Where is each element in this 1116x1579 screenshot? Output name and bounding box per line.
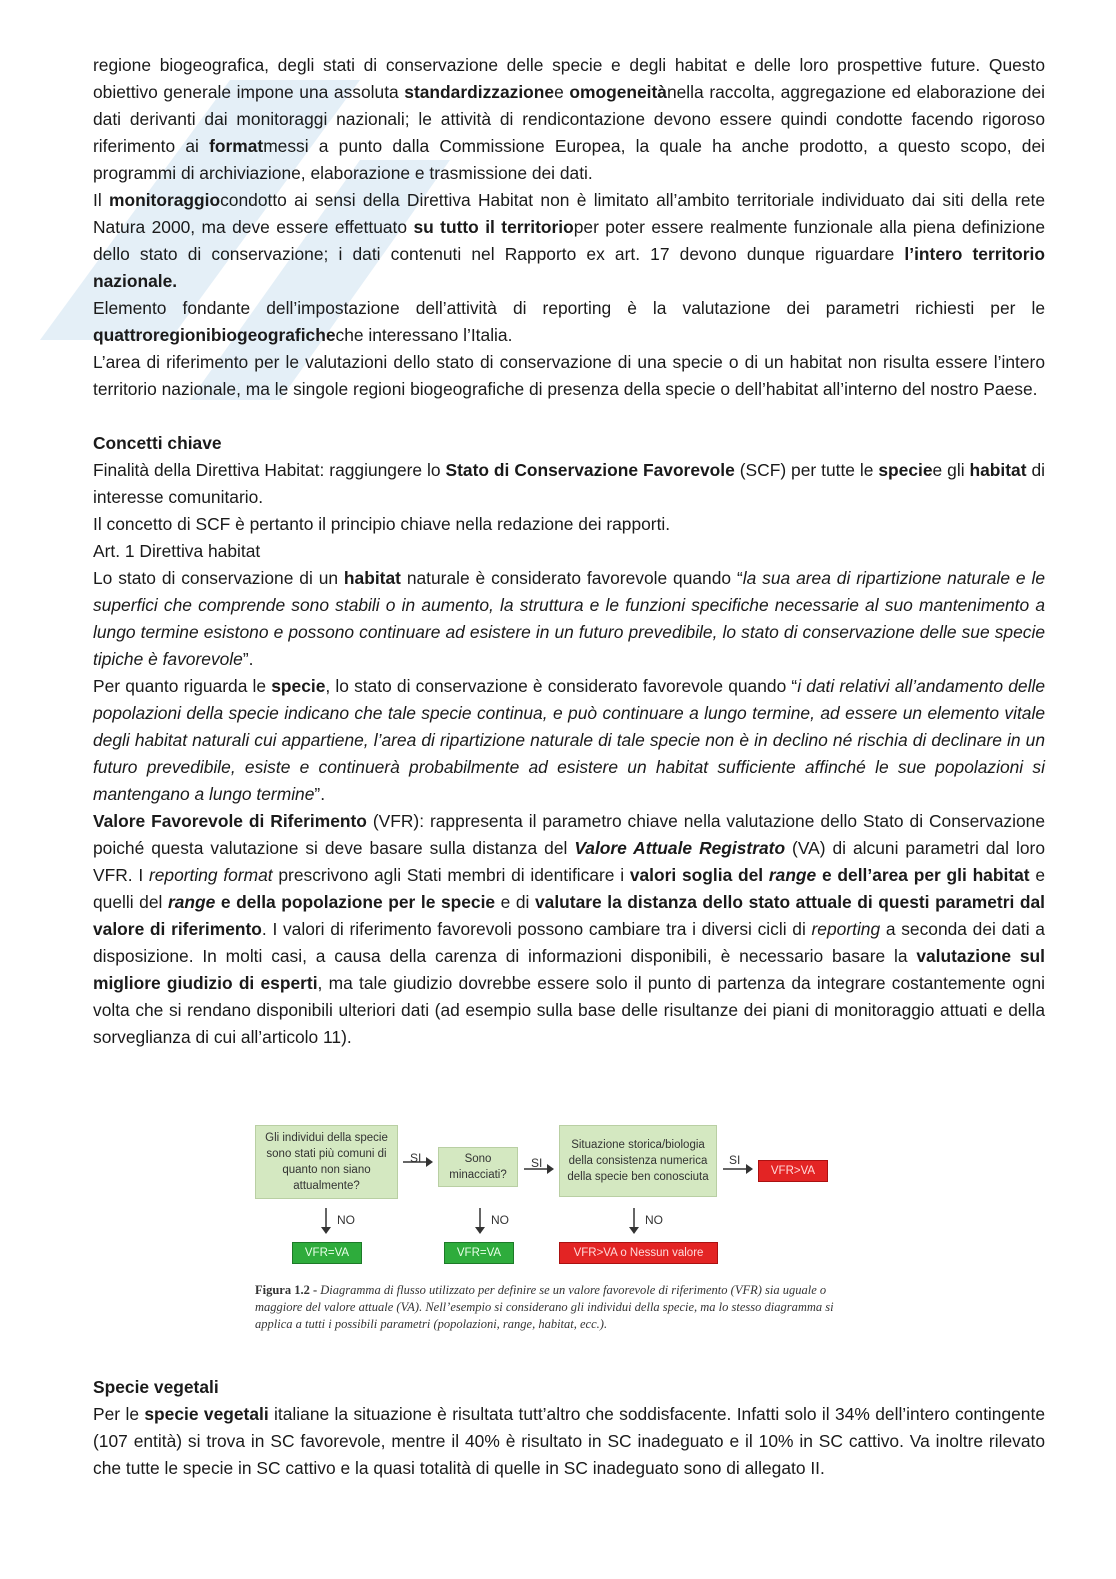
no-label: NO (491, 1213, 509, 1227)
bold-text: l’intero territorio nazionale. (93, 244, 1045, 291)
text: Per le (93, 1404, 145, 1424)
text: Finalità della Direttiva Habitat: raggiungere lo (93, 460, 446, 480)
bold-text: monitoraggio (109, 190, 221, 210)
flow-box-3: Situazione storica/biologia della consistenza numerica della specie ben conosciuta (559, 1125, 717, 1197)
text: ”. (242, 649, 254, 669)
result-vfr-or-none: VFR>VA o Nessun valore (559, 1242, 718, 1264)
flow-box-2: Sono minacciati? (438, 1147, 518, 1187)
bold-text: Stato di Conservazione Favorevole (445, 460, 735, 480)
text: prescrivono agli Stati membri di identificare i (272, 865, 630, 885)
vegetali-paragraph (93, 1401, 1045, 1482)
text: e quelli del (93, 865, 1045, 912)
no-label: NO (337, 1213, 355, 1227)
text: e (554, 82, 570, 102)
bold-italic-text: range (167, 892, 216, 912)
italic-quote: la sua area di ripartizione naturale e le superfici che comprende sono stabili o in aumento, la struttura e le funzioni specifiche necessarie al suo mantenimento a lungo termine esistono e possono continuare ad esistere in un futuro prevedibile, lo stato di conservazione delle sue specie tipiche è favorevole (93, 568, 1045, 669)
yes-label: SI (729, 1153, 741, 1167)
bold-italic-text: range (768, 865, 817, 885)
bold-text: Valore Favorevole di Riferimento (93, 811, 367, 831)
bold-text: standardizzazione (404, 82, 555, 102)
text: e gli (932, 460, 970, 480)
concetti-paragraph-1 (93, 457, 1045, 511)
bold-text: habitat (969, 460, 1027, 480)
bold-text: su tutto il territorio (413, 217, 574, 237)
heading-concetti-chiave: Concetti chiave (93, 433, 222, 453)
concetti-paragraph-5 (93, 673, 1045, 808)
text: condotto ai sensi della Direttiva Habitat non è limitato all’ambito territoriale individuato dai siti della rete Natura 2000, ma deve essere effettuato (93, 190, 1045, 237)
text: naturale è considerato favorevole quando “ (400, 568, 743, 588)
italic-quote: i dati relativi all’andamento delle popolazioni della specie indicano che tale specie continua, e può continuare a lungo termine, ad essere un elemento vitale degli habitat naturali cui appartiene, l’area di ripartizione naturale di tale specie non è in declino né rischia di declinare in un futuro prevedibile, esiste e continuerà probabilmente ad esistere un habitat sufficiente affinché le sue popolazioni si mantengano a lungo termine (93, 676, 1045, 804)
arrow-down-icon (473, 1207, 487, 1235)
bold-text: omogeneità (569, 82, 667, 102)
flow-box-1: Gli individui della specie sono stati più comuni di quanto non siano attualmente? (255, 1125, 398, 1199)
text: (VA) di alcuni parametri dal loro VFR. I (93, 838, 1045, 885)
figure-caption (255, 1282, 845, 1333)
bold-text: valutazione sul migliore giudizio di esperti (93, 946, 1045, 993)
result-vfr-eq-va: VFR=VA (444, 1242, 514, 1264)
text: , ma tale giudizio dovrebbe essere solo il punto di partenza da integrare costantemente ogni volta che si rendano disponibili ulteriori dati (ad esempio sulla base delle risultanze dei piani di monitoraggio attuati e della sorveglianza di cui all’articolo 11). (93, 973, 1045, 1047)
text: messi a punto dalla Commissione Europea, la quale ha anche prodotto, a questo scopo, dei programmi di archiviazione, elaborazione e trasmissione dei dati. (93, 136, 1045, 183)
text: , lo stato di conservazione è considerato favorevole quando “ (325, 676, 798, 696)
concetti-paragraph-6 (93, 808, 1045, 1051)
bold-italic-text: Valore Attuale Registrato (574, 838, 786, 858)
italic-text: reporting format (148, 865, 273, 885)
text: Il (93, 190, 109, 210)
text: Per quanto riguarda le (93, 676, 272, 696)
bold-text: specie vegetali (144, 1404, 269, 1424)
bold-text: quattroregionibiogeografiche (93, 325, 336, 345)
text: per poter essere realmente funzionale alla piena definizione dello stato di conservazione; i dati contenuti nel Rapporto ex art. 17 devono dunque riguardare (93, 217, 1045, 264)
caption-label: Figura 1.2 - (255, 1283, 321, 1297)
text: Elemento fondante dell’impostazione dell’attività di reporting è la valutazione dei parametri richiesti per le (93, 298, 1045, 318)
yes-label: SI (531, 1156, 543, 1170)
text: di interesse comunitario. (93, 460, 1045, 507)
bold-text: specie (878, 460, 933, 480)
specie-vegetali-section (93, 1374, 1045, 1482)
bold-text: e della popolazione per le specie (215, 892, 496, 912)
result-vfr-eq-va: VFR=VA (292, 1242, 362, 1264)
bold-text: valori soglia del (629, 865, 769, 885)
heading-specie-vegetali: Specie vegetali (93, 1377, 219, 1397)
text: e di (495, 892, 535, 912)
text: nella raccolta, aggregazione ed elaborazione dei dati derivanti dai monitoraggi nazionali; le attività di rendicontazione devono essere quindi condotte facendo rigoroso riferimento ai (93, 82, 1045, 156)
text: Lo stato di conservazione di un (93, 568, 344, 588)
arrow-down-icon (319, 1207, 333, 1235)
concetti-paragraph-3: Art. 1 Direttiva habitat (93, 541, 261, 561)
text: che interessano l’Italia. (335, 325, 513, 345)
paragraph-4: L’area di riferimento per le valutazioni dello stato di conservazione di una specie o di un habitat non risulta essere l’intero territorio nazionale, ma le singole regioni biogeografiche di presenza della specie o dell’habitat all’interno del nostro Paese. (93, 352, 1045, 399)
bold-text: valutare la distanza dello stato attuale di questi parametri dal valore di riferimento (93, 892, 1046, 939)
text: (VFR): rappresenta il parametro chiave nella valutazione dello Stato di Conservazione poiché questa valutazione si deve basare sulla distanza del (93, 811, 1045, 858)
paragraph-2 (93, 187, 1045, 295)
italic-text: reporting (811, 919, 881, 939)
paragraph-3 (93, 295, 1045, 349)
paragraph-1 (93, 52, 1045, 187)
bold-text: e dell’area per gli habitat (816, 865, 1030, 885)
bold-text: specie (271, 676, 326, 696)
text: a seconda dei dati a disposizione. In molti casi, a causa della carenza di informazioni disponibili, è necessario basare la (93, 919, 1045, 966)
concetti-paragraph-4 (93, 565, 1045, 673)
main-text (93, 52, 1045, 1051)
text: . I valori di riferimento favorevoli possono cambiare tra i diversi cicli di (261, 919, 812, 939)
arrow-down-icon (627, 1207, 641, 1235)
bold-text: habitat (343, 568, 401, 588)
text: ”. (314, 784, 326, 804)
text: (SCF) per tutte le (734, 460, 879, 480)
caption-text: Diagramma di flusso utilizzato per definire se un valore favorevole di riferimento (VFR) sia uguale o maggiore del valore attuale (VA). Nell’esempio si considerano gli individui della specie, ma lo stesso diagramma si applica a tutti i possibili parametri (popolazioni, range, habitat, ecc.). (255, 1283, 834, 1331)
flowchart-figure (255, 1125, 845, 1340)
text: italiane la situazione è risultata tutt’altro che soddisfacente. Infatti solo il 34% dell’intero contingente (107 entità) si trova in SC favorevole, mentre il 40% è risultato in SC inadeguato e il 10% in SC cattivo. Va inoltre rilevato che tutte le specie in SC cattivo e la quasi totalità di quelle in SC inadeguato sono di allegato II. (93, 1404, 1045, 1478)
yes-label: SI (410, 1151, 422, 1165)
result-vfr-gt-va: VFR>VA (758, 1160, 828, 1182)
no-label: NO (645, 1213, 663, 1227)
text: regione biogeografica, degli stati di conservazione delle specie e degli habitat e delle loro prospettive future. Questo obiettivo generale impone una assoluta (93, 55, 1045, 102)
bold-text: format (209, 136, 264, 156)
concetti-paragraph-2: Il concetto di SCF è pertanto il principio chiave nella redazione dei rapporti. (93, 514, 671, 534)
